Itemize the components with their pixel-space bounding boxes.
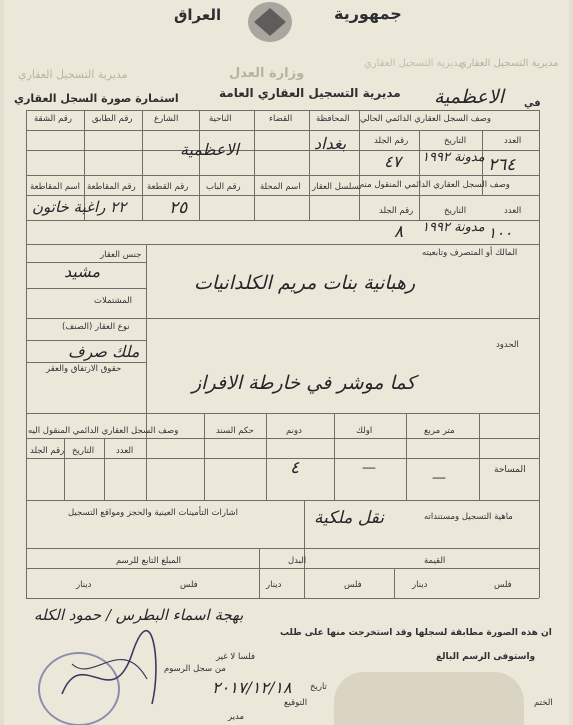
current-subdistrict: الاعظمية — [180, 140, 239, 159]
watermark-top: مديرية التسجيل العقاري — [459, 58, 559, 69]
rule-line — [104, 438, 105, 500]
fils-1: فلس — [494, 580, 512, 590]
rule-line — [304, 500, 305, 598]
hdr-street: الشارع — [154, 114, 179, 124]
gender-label: جنس العقار — [100, 250, 142, 260]
current-number: ٢٦٤ — [488, 155, 516, 175]
rule-line — [204, 413, 205, 500]
hdr-deed-rule: حكم السند — [216, 426, 254, 436]
dinar-1: دينار — [412, 580, 428, 590]
directorate-title: مديرية التسجيل العقاري العامة — [219, 86, 401, 100]
owner-value: رهبانية بنات مريم الكلدانيات — [194, 272, 416, 294]
transferred-number: ١٠٠ — [488, 224, 513, 242]
current-governorate: بغداد — [314, 134, 347, 153]
hdr-parcel: رقم القطعة — [147, 182, 189, 192]
in-value: الاعظمية — [434, 86, 504, 108]
director-label: مدير — [228, 712, 245, 722]
area-sqm-value: — — [432, 470, 446, 486]
hdr-date-2: التاريخ — [444, 206, 467, 216]
hdr-sequence: تسلسل العقار — [312, 182, 362, 192]
boundaries-label: الحدود — [496, 340, 519, 350]
rule-line — [26, 500, 539, 501]
owner-label: المالك أو المتصرف وتابعيته — [422, 248, 518, 258]
rule-line — [26, 110, 27, 598]
rule-line — [26, 568, 539, 569]
rule-line — [26, 438, 539, 439]
rule-line — [394, 568, 395, 598]
rule-line — [26, 458, 539, 459]
form-paper — [4, 0, 569, 725]
hdr-number-3: العدد — [116, 446, 134, 456]
fils-2: فلس — [344, 580, 362, 590]
rule-line — [26, 175, 539, 176]
rule-line — [406, 413, 407, 500]
type-label: نوع العقار (الصنف) — [62, 322, 130, 332]
rule-line — [199, 110, 200, 220]
rule-line — [309, 110, 310, 220]
watermark-left: مديرية التسجيل العقاري — [18, 68, 128, 81]
hdr-sector-name: اسم المقاطعة — [30, 182, 81, 192]
signature-scribble — [52, 624, 172, 714]
rights-label: حقوق الارتفاق والعقر — [46, 364, 122, 374]
area-label: المساحة — [494, 465, 526, 475]
record-source: من سجل الرسوم — [164, 664, 226, 674]
rule-line — [479, 413, 480, 500]
transferred-date: مدونة ١٩٩٢ — [422, 220, 485, 235]
transferred-volume: ٨ — [394, 222, 404, 242]
transferred-to-label: وصف السجل العقاري الدائمي المنقول اليه — [28, 426, 179, 436]
notes-label: اشارات التأمينات العينية والحجز ومواقع التسجيل — [68, 508, 239, 518]
hdr-number-2: العدد — [504, 206, 522, 216]
hdr-sqm: متر مربع — [424, 426, 455, 436]
type-value: ملك صرف — [68, 342, 140, 361]
seal-label: الختم — [534, 698, 553, 708]
contents-label: المشتملات — [94, 296, 133, 306]
rule-line — [539, 110, 540, 598]
rule-line — [26, 598, 539, 599]
rule-line — [259, 548, 260, 598]
transferred-parcel: ٢٥ — [169, 198, 188, 218]
amount-words: فلسا لا غير — [216, 652, 256, 662]
area-olk-value: — — [362, 460, 376, 476]
rule-line — [26, 130, 539, 131]
date-label: تاريخ — [310, 682, 327, 692]
value-label: القيمة — [424, 556, 446, 566]
hdr-door: رقم الباب — [206, 182, 241, 192]
rule-line — [142, 110, 143, 220]
nature-value: نقل ملكية — [314, 508, 384, 528]
rule-line — [146, 244, 147, 413]
hdr-subdistrict: الناحية — [209, 114, 232, 124]
rule-line — [26, 110, 539, 111]
rule-line — [26, 318, 539, 319]
gender-value: مشيد — [64, 262, 101, 281]
current-date: مدونة ١٩٩٢ — [422, 150, 485, 165]
country-line2: العراق — [174, 6, 222, 24]
hdr-date-3: التاريخ — [72, 446, 95, 456]
rule-line — [26, 244, 539, 245]
hdr-district: القضاء — [269, 114, 293, 124]
rule-line — [26, 195, 539, 196]
rule-line — [26, 548, 539, 549]
area-donum-value: ٤ — [290, 458, 300, 478]
hdr-governorate: المحافظة — [316, 114, 350, 124]
hdr-date: التاريخ — [444, 136, 467, 146]
form-title: استمارة صورة السجل العقاري — [14, 92, 179, 105]
allowance-label: البدل — [288, 556, 307, 566]
rule-line — [26, 340, 146, 341]
signature-label: التوقيع — [284, 698, 308, 708]
boundaries-value: كما موشر في خارطة الافراز — [192, 372, 416, 394]
applicant-value: بهجة اسماء البطرس / حمود الكله — [34, 606, 244, 624]
fils-3: فلس — [180, 580, 198, 590]
rule-line — [266, 413, 267, 500]
hdr-apartment: رقم الشقة — [34, 114, 72, 124]
date-value: ٢٠١٧/١٢/١٨ — [212, 678, 292, 697]
hdr-donum: دونم — [286, 426, 302, 436]
current-record-label: وصف السجل العقاري الدائمي الحالي — [360, 114, 491, 124]
photo-smudge — [334, 672, 524, 725]
hdr-number: العدد — [504, 136, 522, 146]
emblem-icon — [240, 0, 300, 44]
hdr-olk: اولك — [356, 426, 373, 436]
ministry-title: وزارة العدل — [229, 66, 305, 81]
dinar-2: دينار — [266, 580, 282, 590]
fee-collected-text: واستوفى الرسم البالغ — [436, 652, 536, 662]
hdr-volume-2: رقم الجلد — [379, 206, 414, 216]
rule-line — [26, 362, 146, 363]
rule-line — [359, 110, 360, 220]
rule-line — [26, 288, 146, 289]
hdr-locality: اسم المحلة — [260, 182, 301, 192]
rule-line — [26, 413, 539, 414]
rule-line — [254, 110, 255, 220]
nature-label: ماهية التسجيل ومستنداته — [424, 512, 513, 522]
hdr-sector-no: رقم المقاطعة — [87, 182, 136, 192]
hdr-floor: رقم الطابق — [92, 114, 133, 124]
fee-label: المبلغ التابع للرسم — [116, 556, 182, 566]
transferred-record-label: وصف السجل العقاري الدائمي المنقول منه — [360, 180, 510, 190]
hdr-volume-3: رقم الجلد — [30, 446, 65, 456]
certify-text: ان هذه الصورة مطابقة لسجلها وقد استخرجت منها على طلب — [280, 628, 552, 638]
dinar-3: دينار — [76, 580, 92, 590]
hdr-volume: رقم الجلد — [374, 136, 409, 146]
transferred-sector-name: ٢٢ راغبة خاتون — [32, 198, 127, 216]
rule-line — [419, 130, 420, 220]
country-line1: جمهورية — [334, 4, 402, 23]
in-label: في — [524, 98, 541, 109]
current-volume: ٤٧ — [384, 152, 402, 171]
rule-line — [334, 413, 335, 500]
watermark-center: مديرية التسجيل العقاري — [364, 58, 464, 69]
